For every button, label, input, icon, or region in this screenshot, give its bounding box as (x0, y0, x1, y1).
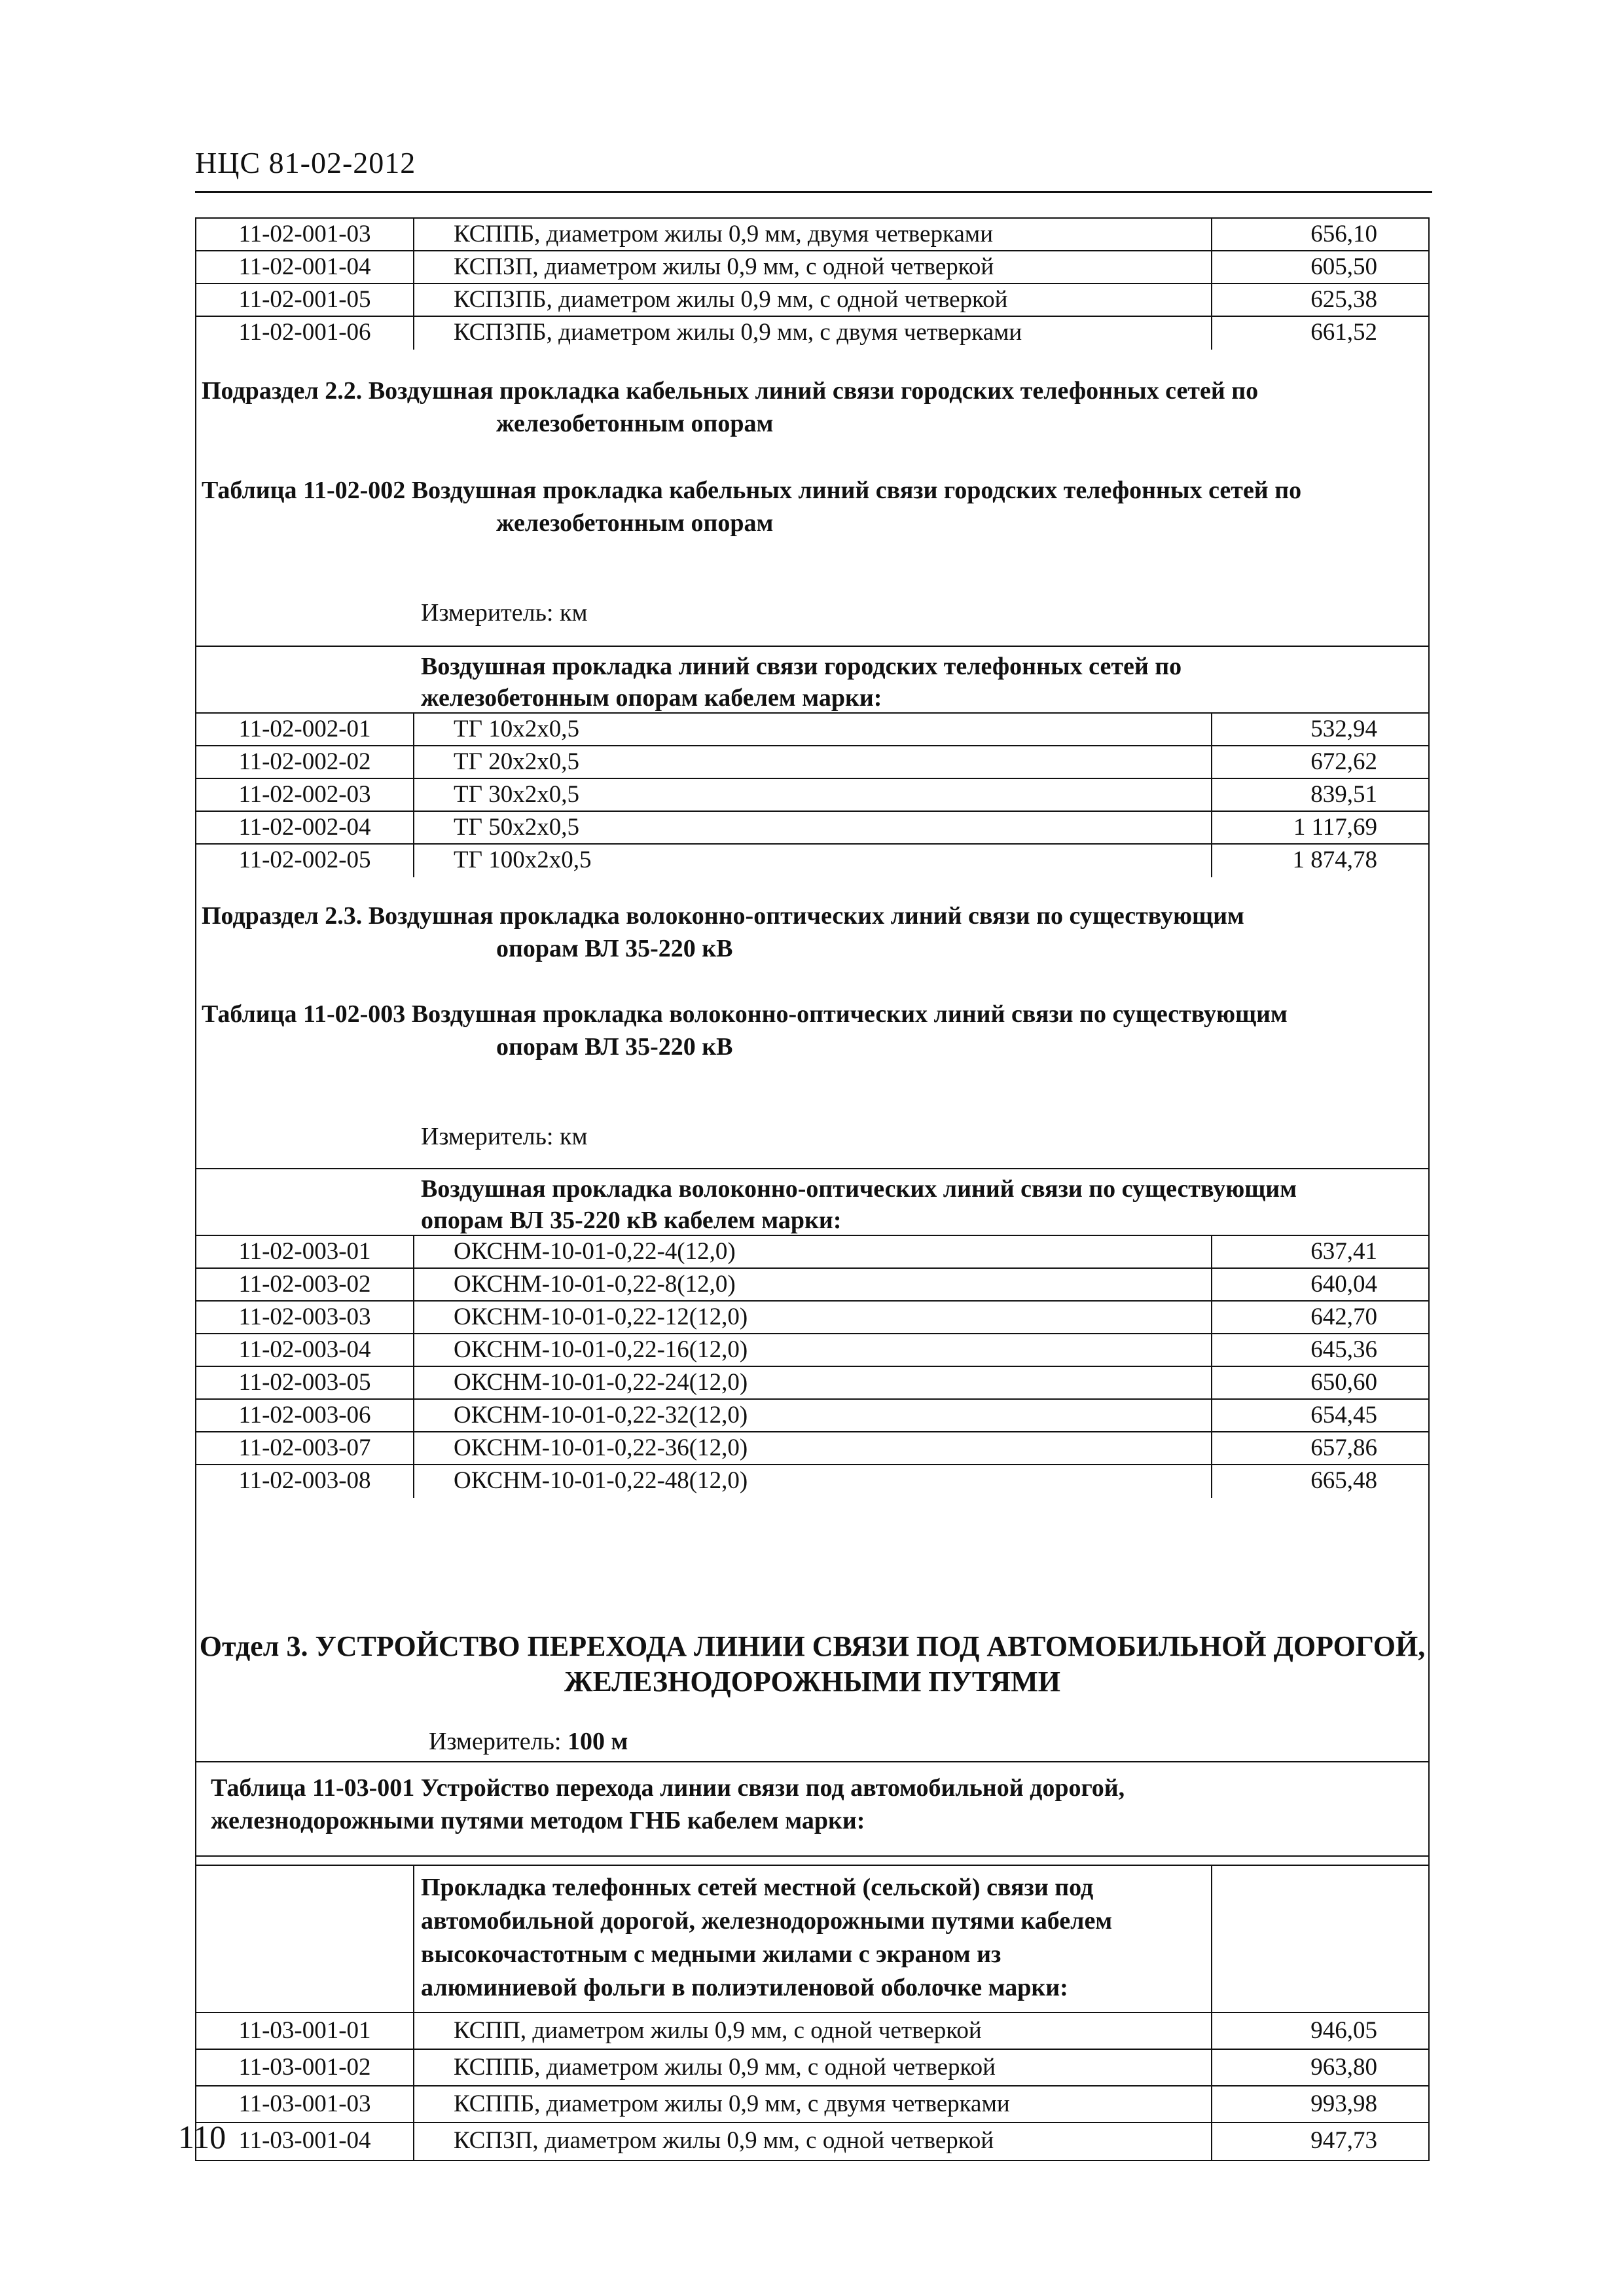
table-row (196, 2050, 1428, 2086)
item-code: 11-02-002-01 (196, 714, 414, 745)
item-price: 645,36 (1310, 1336, 1377, 1363)
meter-label: Измеритель: 100 м (429, 1728, 628, 1755)
item-name: ОКСНМ-10-01-0,22-8(12,0) (414, 1269, 1212, 1300)
item-name: ОКСНМ-10-01-0,22-12(12,0) (414, 1302, 1212, 1333)
rows-top (196, 219, 1428, 350)
item-name: КСПЗП, диаметром жилы 0,9 мм, с одной четверкой (414, 251, 1212, 283)
item-name: КСПЗПБ, диаметром жилы 0,9 мм, с одной четверкой (414, 284, 1212, 316)
item-code: 11-02-003-01 (196, 1236, 414, 1267)
department-3-block: Отдел 3. УСТРОЙСТВО ПЕРЕХОДА ЛИНИИ СВЯЗИ ПОД АВТОМОБИЛЬНОЙ ДОРОГОЙ, ЖЕЛЕЗНОДОРОЖНЫМИ ПУТЯМИ Измеритель: 100 м (196, 1498, 1428, 1762)
table-11-02-003-title: Таблица 11-02-003 Воздушная прокладка волоконно-оптических линий связи по существующим (202, 1000, 1288, 1028)
item-price: 656,10 (1310, 221, 1377, 247)
item-code: 11-02-001-04 (196, 251, 414, 283)
item-name: ОКСНМ-10-01-0,22-36(12,0) (414, 1432, 1212, 1464)
item-code: 11-03-001-01 (196, 2013, 414, 2049)
table-row (196, 714, 1428, 746)
table-caption: Воздушная прокладка линий связи городских телефонных сетей по железобетонным опорам кабелем марки: (196, 647, 1428, 714)
table-11-03-001-title-block: Таблица 11-03-001 Устройство перехода линии связи под автомобильной дорогой, железнодорожными путями методом ГНБ кабелем марки: (196, 1762, 1428, 1857)
item-name: ОКСНМ-10-01-0,22-4(12,0) (414, 1236, 1212, 1267)
item-name: ТГ 20х2х0,5 (414, 746, 1212, 778)
subsection-2-3-heading: Подраздел 2.3. Воздушная прокладка волоконно-оптических линий связи по существующим (202, 902, 1244, 930)
item-name: КСППБ, диаметром жилы 0,9 мм, с двумя четверками (414, 2086, 1212, 2122)
table-row (196, 2013, 1428, 2050)
item-code: 11-02-002-05 (196, 845, 414, 877)
item-price: 625,38 (1310, 286, 1377, 313)
rows-2-2 (196, 714, 1428, 877)
item-code: 11-03-001-04 (196, 2123, 414, 2160)
table-row (196, 1400, 1428, 1432)
table-row (196, 284, 1428, 317)
item-name: КСППБ, диаметром жилы 0,9 мм, с одной четверкой (414, 2050, 1212, 2085)
item-name: ОКСНМ-10-01-0,22-48(12,0) (414, 1465, 1212, 1498)
item-code: 11-02-001-03 (196, 219, 414, 250)
table-row (196, 1302, 1428, 1334)
header-rule (195, 191, 1432, 193)
item-code: 11-03-001-03 (196, 2086, 414, 2122)
rows-3 (196, 2013, 1428, 2160)
table-row (196, 219, 1428, 251)
table-row (196, 2086, 1428, 2123)
subsection-2-2-heading: Подраздел 2.2. Воздушная прокладка кабельных линий связи городских телефонных сетей по (202, 377, 1259, 405)
item-name: ТГ 100х2х0,5 (414, 845, 1212, 877)
table-caption: Воздушная прокладка волоконно-оптических линий связи по существующим опорам ВЛ 35-220 кВ кабелем марки: (196, 1169, 1428, 1236)
item-price: 947,73 (1310, 2127, 1377, 2154)
item-price: 642,70 (1310, 1303, 1377, 1330)
item-price: 605,50 (1310, 253, 1377, 280)
item-name: ТГ 30х2х0,5 (414, 779, 1212, 811)
meter-label: Измеритель: км (421, 1123, 588, 1150)
item-code: 11-02-003-04 (196, 1334, 414, 1366)
table-caption: Прокладка телефонных сетей местной (сельской) связи под автомобильной дорогой, железнодорожными путями кабелем высокочастотным с медными жилами с экраном из алюминиевой фольги в полиэтиленовой оболочке марки: (196, 1866, 1428, 2013)
table-row (196, 1367, 1428, 1400)
item-name: ТГ 10х2х0,5 (414, 714, 1212, 745)
item-code: 11-03-001-02 (196, 2050, 414, 2085)
spacer-row (196, 1857, 1428, 1866)
subsection-2-2-block: Подраздел 2.2. Воздушная прокладка кабельных линий связи городских телефонных сетей по железобетонным опорам Таблица 11-02-002 Воздушная прокладка кабельных линий связи городских телефонных сетей по железобетонным опорам Измеритель: км (196, 350, 1428, 647)
rows-2-3 (196, 1236, 1428, 1498)
table-11-03-001-title: Таблица 11-03-001 Устройство перехода линии связи под автомобильной дорогой, (211, 1774, 1125, 1802)
page-number: 110 (178, 2119, 226, 2155)
subsection-2-3-block: Подраздел 2.3. Воздушная прокладка волоконно-оптических линий связи по существующим опорам ВЛ 35-220 кВ Таблица 11-02-003 Воздушная прокладка волоконно-оптических линий связи по существующим опорам ВЛ 35-220 кВ Измеритель: км (196, 877, 1428, 1169)
price-table (195, 217, 1430, 2161)
item-code: 11-02-003-05 (196, 1367, 414, 1398)
item-price: 650,60 (1310, 1369, 1377, 1396)
item-name: КСПП, диаметром жилы 0,9 мм, с одной четверкой (414, 2013, 1212, 2049)
item-name: ТГ 50х2х0,5 (414, 812, 1212, 843)
meter-label: Измеритель: км (421, 599, 588, 627)
table-row (196, 1236, 1428, 1269)
item-code: 11-02-003-03 (196, 1302, 414, 1333)
item-price: 637,41 (1310, 1238, 1377, 1265)
item-name: ОКСНМ-10-01-0,22-32(12,0) (414, 1400, 1212, 1431)
item-code: 11-02-003-07 (196, 1432, 414, 1464)
item-price: 532,94 (1310, 716, 1377, 742)
department-3-title: Отдел 3. УСТРОЙСТВО ПЕРЕХОДА ЛИНИИ СВЯЗИ ПОД АВТОМОБИЛЬНОЙ ДОРОГОЙ, (199, 1630, 1426, 1662)
item-price: 963,80 (1310, 2054, 1377, 2081)
item-name: КСПЗПБ, диаметром жилы 0,9 мм, с двумя четверками (414, 317, 1212, 350)
table-row (196, 251, 1428, 284)
item-name: ОКСНМ-10-01-0,22-24(12,0) (414, 1367, 1212, 1398)
table-row (196, 746, 1428, 779)
item-price: 661,52 (1310, 319, 1377, 346)
table-row (196, 1432, 1428, 1465)
item-name: ОКСНМ-10-01-0,22-16(12,0) (414, 1334, 1212, 1366)
table-row (196, 812, 1428, 845)
table-row (196, 779, 1428, 812)
page-header: НЦС 81-02-2012 (195, 146, 416, 179)
table-row (196, 2123, 1428, 2160)
item-code: 11-02-002-04 (196, 812, 414, 843)
item-price: 665,48 (1310, 1467, 1377, 1494)
table-11-02-002-title: Таблица 11-02-002 Воздушная прокладка кабельных линий связи городских телефонных сетей по (202, 477, 1302, 504)
item-price: 654,45 (1310, 1402, 1377, 1429)
item-price: 640,04 (1310, 1271, 1377, 1298)
item-price: 657,86 (1310, 1434, 1377, 1461)
item-price: 839,51 (1310, 781, 1377, 808)
item-price: 1 874,78 (1292, 847, 1377, 873)
table-row (196, 845, 1428, 877)
item-price: 946,05 (1310, 2017, 1377, 2044)
item-code: 11-02-001-06 (196, 317, 414, 350)
table-row (196, 1465, 1428, 1498)
item-price: 993,98 (1310, 2090, 1377, 2117)
table-row (196, 1334, 1428, 1367)
item-code: 11-02-002-03 (196, 779, 414, 811)
item-price: 1 117,69 (1293, 814, 1377, 841)
item-code: 11-02-003-02 (196, 1269, 414, 1300)
item-code: 11-02-001-05 (196, 284, 414, 316)
item-name: КСППБ, диаметром жилы 0,9 мм, двумя четверками (414, 219, 1212, 250)
item-code: 11-02-003-08 (196, 1465, 414, 1498)
item-price: 672,62 (1310, 748, 1377, 775)
table-row (196, 317, 1428, 350)
table-row (196, 1269, 1428, 1302)
item-code: 11-02-003-06 (196, 1400, 414, 1431)
item-name: КСПЗП, диаметром жилы 0,9 мм, с одной четверкой (414, 2123, 1212, 2160)
item-code: 11-02-002-02 (196, 746, 414, 778)
